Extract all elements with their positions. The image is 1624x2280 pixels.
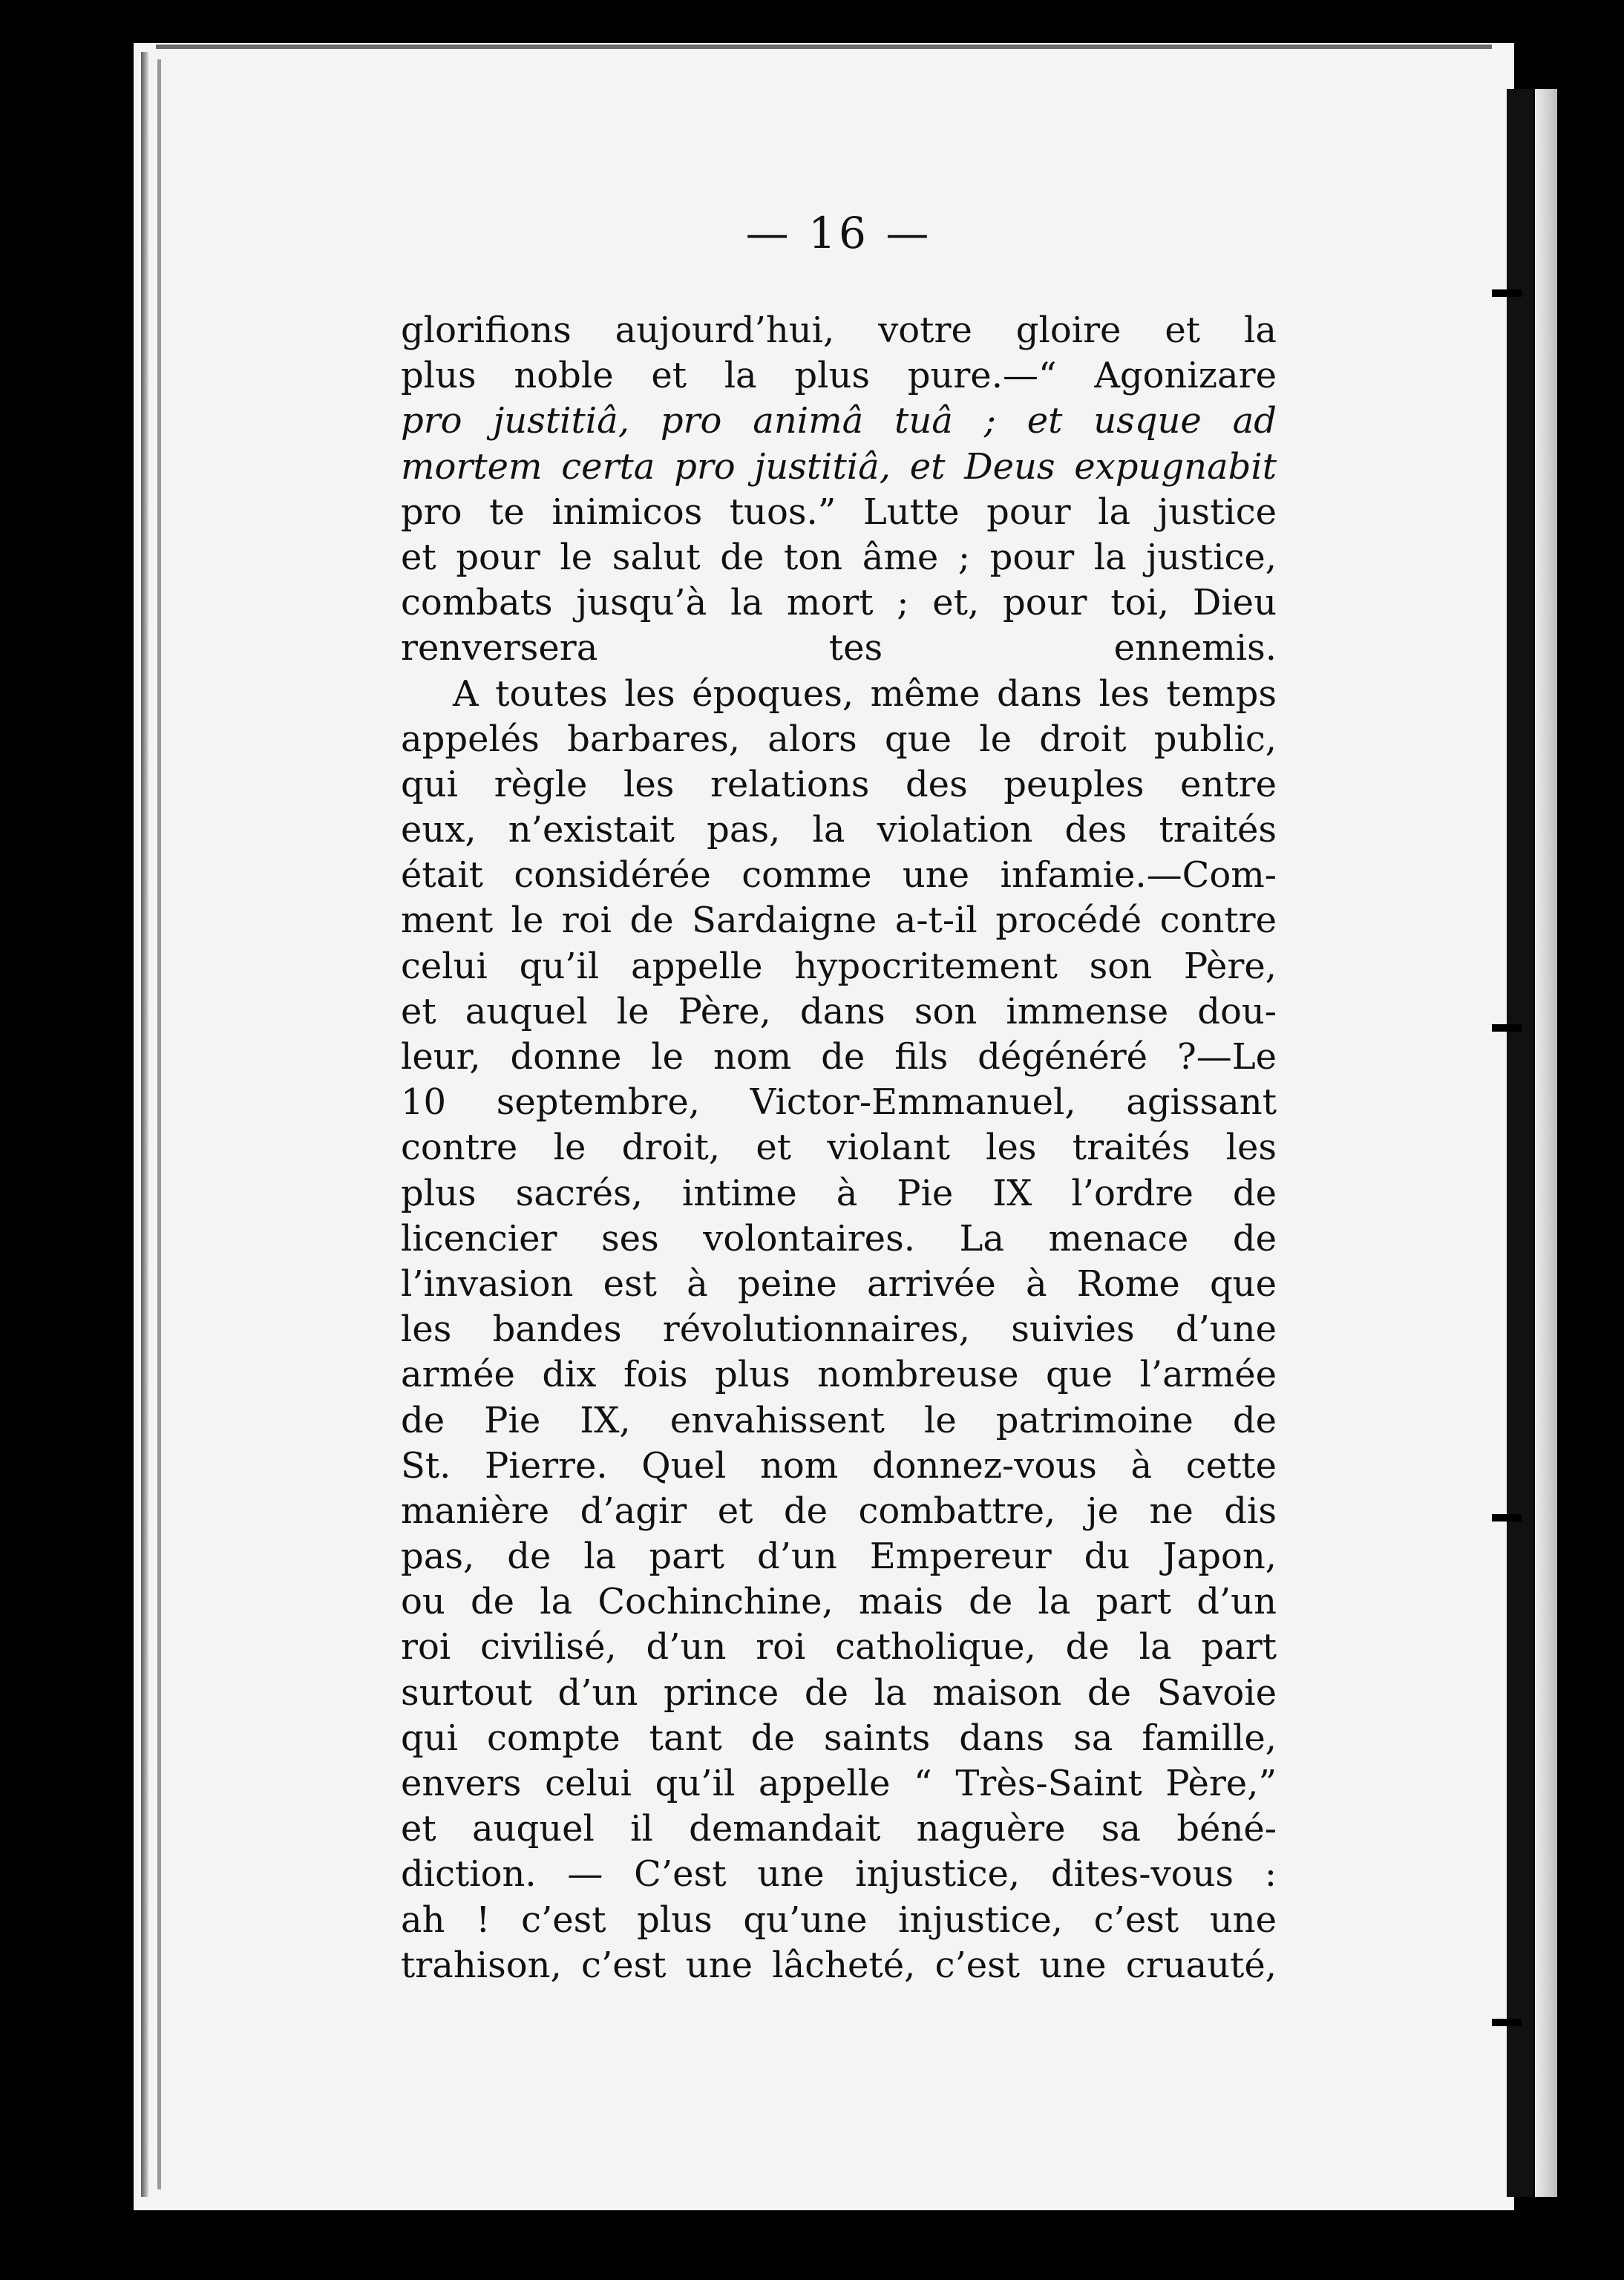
- text-line: [401, 445, 1277, 490]
- text-line-content: et auquel le Père, dans son immense dou-: [401, 990, 1277, 1032]
- page-edge-left: [141, 52, 148, 2197]
- text-line-content: celui qu’il appelle hypocritement son Père,: [401, 945, 1277, 987]
- text-line: [401, 1671, 1277, 1716]
- text-line: [401, 1035, 1277, 1080]
- text-line: [401, 1489, 1277, 1534]
- text-line-content: et auquel il demandait naguère sa béné-: [401, 1808, 1277, 1850]
- text-line: [401, 353, 1277, 399]
- text-line: [401, 1125, 1277, 1170]
- text-line-content: roi civilisé, d’un roi catholique, de la part: [401, 1626, 1277, 1668]
- binding-mark: [1492, 289, 1522, 297]
- text-line-content: l’invasion est à peine arrivée à Rome que: [401, 1262, 1277, 1305]
- text-line-content: appelés barbares, alors que le droit public,: [401, 718, 1277, 760]
- text-line-content: surtout d’un prince de la maison de Savoie: [401, 1671, 1277, 1714]
- text-line: [401, 1307, 1277, 1352]
- text-line-content: licencier ses volontaires. La menace de: [401, 1217, 1277, 1259]
- text-line: [401, 399, 1277, 444]
- text-line: [401, 898, 1277, 943]
- text-line-content: trahison, c’est une lâcheté, c’est une cruauté,: [401, 1944, 1277, 1986]
- binding-strip-light: [1535, 89, 1557, 2197]
- text-line-content: plus noble et la plus pure.—“ Agonizare: [401, 355, 1277, 397]
- text-line: [401, 808, 1277, 853]
- text-line: [401, 535, 1277, 580]
- text-line: [401, 1943, 1277, 1988]
- text-line-content: pro justitiâ, pro animâ tuâ ; et usque ad: [401, 400, 1277, 442]
- text-line-content: contre le droit, et violant les traités les: [401, 1127, 1277, 1169]
- binding-mark: [1492, 2019, 1522, 2026]
- text-line-content: les bandes révolutionnaires, suivies d’une: [401, 1308, 1277, 1351]
- text-line-content: renversera tes ennemis.: [401, 627, 1277, 669]
- text-line-content: envers celui qu’il appelle “ Très-Saint Père,”: [401, 1763, 1277, 1804]
- body-text: [401, 308, 1277, 1988]
- text-line: [401, 717, 1277, 762]
- page-edge-left-inner: [157, 59, 161, 2189]
- text-line: [401, 1171, 1277, 1216]
- text-line-content: ment le roi de Sardaigne a-t-il procédé contre: [401, 900, 1277, 942]
- text-line: [401, 672, 1277, 717]
- binding-mark: [1492, 1024, 1522, 1032]
- binding-strip: [1507, 89, 1533, 2197]
- text-line-content: armée dix fois plus nombreuse que l’armée: [401, 1354, 1277, 1396]
- text-line-content: diction. — C’est une injustice, dites-vous :: [401, 1853, 1277, 1896]
- text-line-content: qui compte tant de saints dans sa famille,: [401, 1717, 1277, 1759]
- text-line: [401, 1262, 1277, 1307]
- text-line: [401, 580, 1277, 626]
- text-line: [401, 1806, 1277, 1852]
- text-line-content: et pour le salut de ton âme ; pour la justice,: [401, 536, 1277, 578]
- page-number: — 16 —: [745, 208, 932, 258]
- text-line: [401, 626, 1277, 671]
- text-line: [401, 762, 1277, 808]
- text-line: [401, 1852, 1277, 1897]
- text-line-content: glorifions aujourd’hui, votre gloire et la: [401, 309, 1277, 351]
- text-line-content: ou de la Cochinchine, mais de la part d’un: [401, 1581, 1277, 1623]
- text-line-content: combats jusqu’à la mort ; et, pour toi, Dieu: [401, 582, 1277, 624]
- text-line: [401, 944, 1277, 989]
- text-line-content: ah ! c’est plus qu’une injustice, c’est une: [401, 1899, 1277, 1941]
- text-line: [401, 1716, 1277, 1761]
- text-line: [401, 1579, 1277, 1625]
- text-line: [401, 1534, 1277, 1579]
- text-line-content: pas, de la part d’un Empereur du Japon,: [401, 1536, 1277, 1578]
- text-line-content: de Pie IX, envahissent le patrimoine de: [401, 1399, 1277, 1441]
- text-line: [401, 1352, 1277, 1398]
- text-line: [401, 1625, 1277, 1670]
- text-line: [401, 1898, 1277, 1943]
- text-line: [401, 490, 1277, 535]
- text-line-content: était considérée comme une infamie.—Com-: [401, 854, 1277, 897]
- text-line: [401, 308, 1277, 353]
- text-line: [401, 1216, 1277, 1262]
- text-line: [401, 1761, 1277, 1806]
- page-edge-top: [156, 45, 1492, 49]
- text-line-content: St. Pierre. Quel nom donnez-vous à cette: [401, 1444, 1277, 1487]
- text-line: [401, 1080, 1277, 1125]
- text-line-content: leur, donne le nom de fils dégénéré ?—Le: [401, 1036, 1277, 1078]
- text-line: [401, 853, 1277, 898]
- text-line-content: plus sacrés, intime à Pie IX l’ordre de: [401, 1172, 1277, 1214]
- text-line: [401, 1444, 1277, 1489]
- binding-mark: [1492, 1514, 1522, 1521]
- text-line-content: eux, n’existait pas, la violation des traités: [401, 809, 1277, 851]
- text-line: [401, 989, 1277, 1035]
- text-line-content: 10 septembre, Victor-Emmanuel, agissant: [401, 1081, 1277, 1124]
- text-line-content: manière d’agir et de combattre, je ne dis: [401, 1490, 1277, 1532]
- text-line-content: pro te inimicos tuos.” Lutte pour la justice: [401, 491, 1277, 533]
- text-line: [401, 1398, 1277, 1444]
- text-line-content: qui règle les relations des peuples entre: [401, 763, 1277, 805]
- text-line-content: A toutes les époques, même dans les temps: [453, 672, 1277, 715]
- text-line-content: mortem certa pro justitiâ, et Deus expugnabit: [401, 445, 1277, 488]
